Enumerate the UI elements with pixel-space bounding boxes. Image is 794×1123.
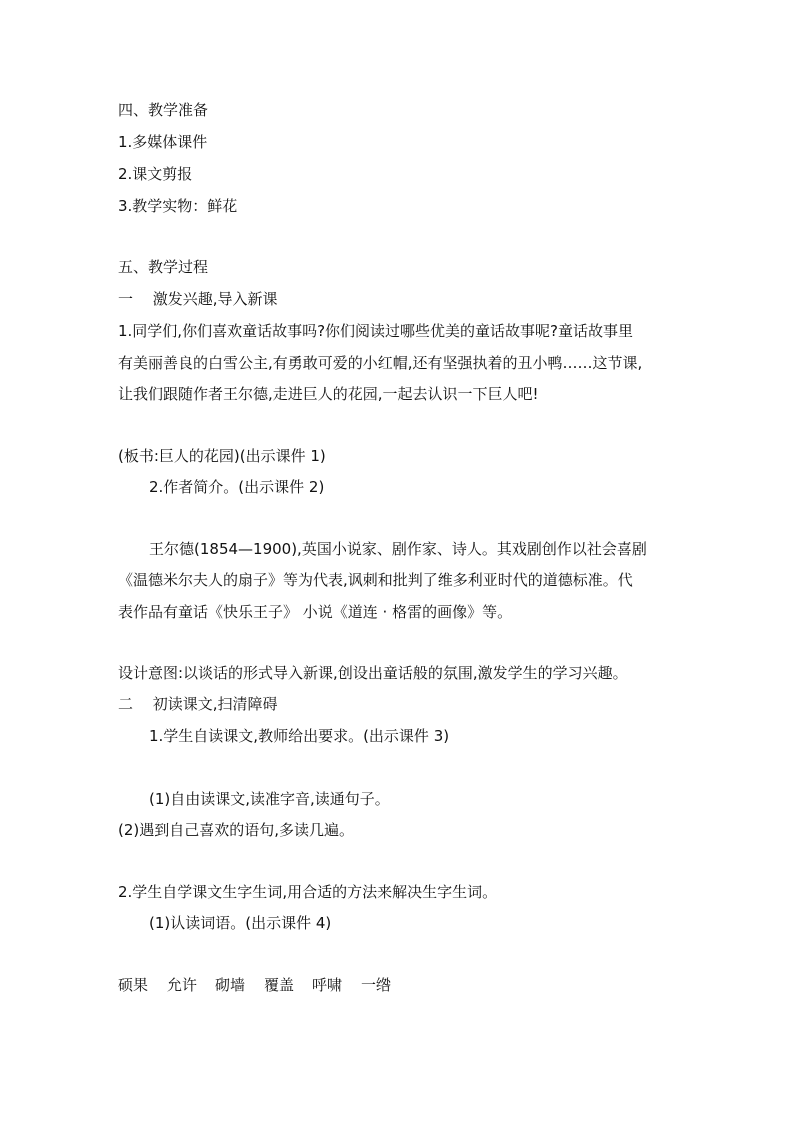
- vocabulary-word: 允许: [167, 976, 198, 994]
- part2-step2: 2.学生自学课文生字生词,用合适的方法来解决生字生词。: [118, 883, 498, 901]
- vocabulary-word: 一绺: [361, 976, 392, 994]
- part2-title: 二 初读课文,扫清障碍: [118, 695, 278, 713]
- author-paragraph-line: 表作品有童话《快乐王子》 小说《道连 · 格雷的画像》等。: [118, 603, 513, 621]
- vocabulary-word: 呼啸: [312, 976, 343, 994]
- paragraph-line: 1.同学们,你们喜欢童话故事吗?你们阅读过哪些优美的童话故事呢?童话故事里: [118, 322, 634, 340]
- prep-item-1: 1.多媒体课件: [118, 133, 208, 151]
- prep-item-3: 3.教学实物：鲜花: [118, 197, 238, 215]
- section-heading-process: 五、教学过程: [118, 258, 209, 276]
- paragraph-line: 让我们跟随作者王尔德,走进巨人的花园,一起去认识一下巨人吧!: [118, 385, 539, 403]
- author-intro-label: 2.作者简介。(出示课件 2): [149, 478, 325, 496]
- section-heading-prep: 四、教学准备: [118, 101, 209, 119]
- design-intent: 设计意图:以谈话的形式导入新课,创设出童话般的氛围,激发学生的学习兴趣。: [118, 664, 628, 682]
- prep-item-2: 2.课文剪报: [118, 165, 193, 183]
- vocabulary-word: 砌墙: [215, 976, 246, 994]
- requirement-1: (1)自由读课文,读准字音,读通句子。: [149, 790, 390, 808]
- part1-title: 一 激发兴趣,导入新课: [118, 290, 278, 308]
- part2-step1: 1.学生自读课文,教师给出要求。(出示课件 3): [149, 727, 450, 745]
- requirement-2: (2)遇到自己喜欢的语句,多读几遍。: [118, 821, 355, 839]
- paragraph-line: 有美丽善良的白雪公主,有勇敢可爱的小红帽,还有坚强执着的丑小鸭……这节课,: [118, 354, 643, 372]
- vocabulary-word: 覆盖: [264, 976, 295, 994]
- author-paragraph-line: 《温德米尔夫人的扇子》等为代表,讽刺和批判了维多利亚时代的道德标准。代: [118, 571, 633, 589]
- part2-sub1: (1)认读词语。(出示课件 4): [149, 914, 332, 932]
- board-note: (板书:巨人的花园)(出示课件 1): [118, 447, 326, 465]
- author-paragraph-line: 王尔德(1854—1900),英国小说家、剧作家、诗人。其戏剧创作以社会喜剧: [149, 540, 647, 558]
- vocabulary-word: 硕果: [118, 976, 149, 994]
